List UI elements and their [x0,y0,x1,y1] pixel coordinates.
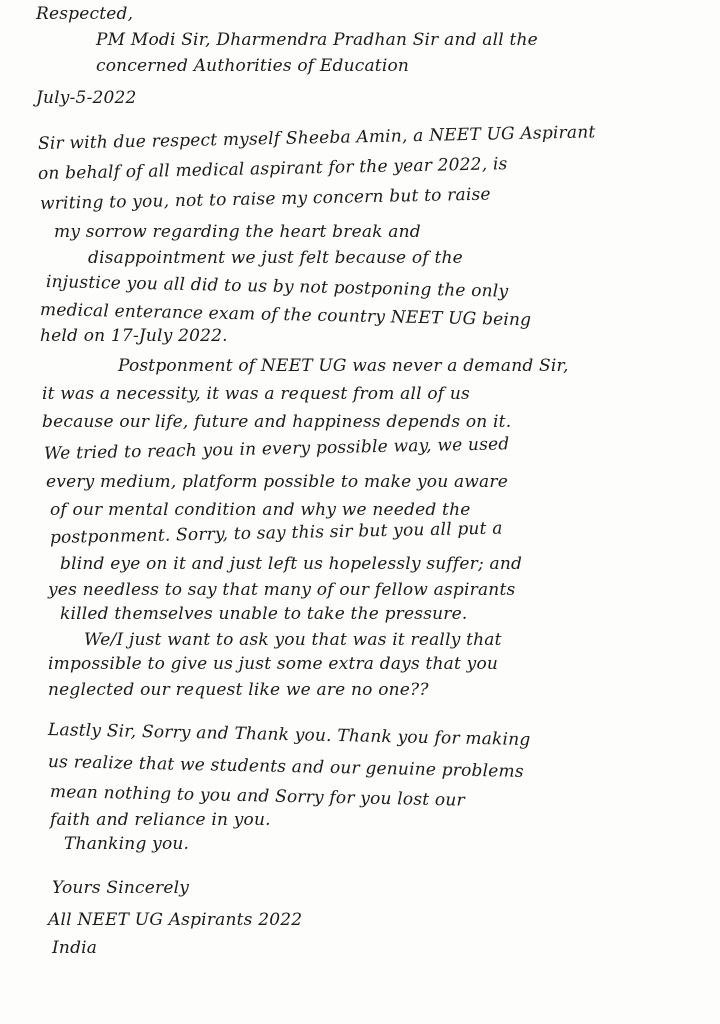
body-line: disappointment we just felt because of the [88,248,463,268]
body-line: held on 17-July 2022. [40,326,228,346]
body-line: neglected our request like we are no one?? [48,680,429,700]
body-line: writing to you, not to raise my concern but to raise [39,184,491,214]
body-line: every medium, platform possible to make you aware [46,472,508,492]
addressee-line: concerned Authorities of Education [96,56,410,76]
body-line: of our mental condition and why we needed the [50,500,471,520]
signature: All NEET UG Aspirants 2022 [48,910,303,930]
body-line: because our life, future and happiness depends on it. [42,412,512,432]
closing: Yours Sincerely [52,878,190,898]
body-line: Thanking you. [64,834,190,854]
body-line: on behalf of all medical aspirant for the year 2022, is [37,154,508,184]
body-line: injustice you all did to us by not postponing the only [45,272,509,302]
body-line: Sir with due respect myself Sheeba Amin, a NEET UG Aspirant [37,122,596,154]
body-line: Postponment of NEET UG was never a demand Sir, [118,356,569,376]
body-line: my sorrow regarding the heart break and [54,222,421,242]
body-line: impossible to give us just some extra days that you [48,654,499,674]
letter-date: July-5-2022 [36,88,137,108]
body-line: medical enterance exam of the country NEET UG being [39,300,532,331]
body-line: faith and reliance in you. [50,810,271,830]
body-line: mean nothing to you and Sorry for you lost our [49,782,465,811]
body-line: We tried to reach you in every possible way, we used [43,434,510,464]
body-line: Lastly Sir, Sorry and Thank you. Thank you for making [47,720,531,751]
body-line: yes needless to say that many of our fellow aspirants [48,580,516,600]
body-line: it was a necessity, it was a request from all of us [42,384,470,404]
salutation: Respected, [36,4,134,24]
body-line: We/I just want to ask you that was it really that [84,630,502,650]
body-line: us realize that we students and our genuine problems [47,752,524,782]
body-line: blind eye on it and just left us hopelessly suffer; and [60,554,523,574]
addressee-line: PM Modi Sir, Dharmendra Pradhan Sir and all the [96,30,538,50]
location: India [52,938,98,958]
body-line: killed themselves unable to take the pressure. [60,604,468,624]
body-line: postponment. Sorry, to say this sir but you all put a [49,518,503,548]
